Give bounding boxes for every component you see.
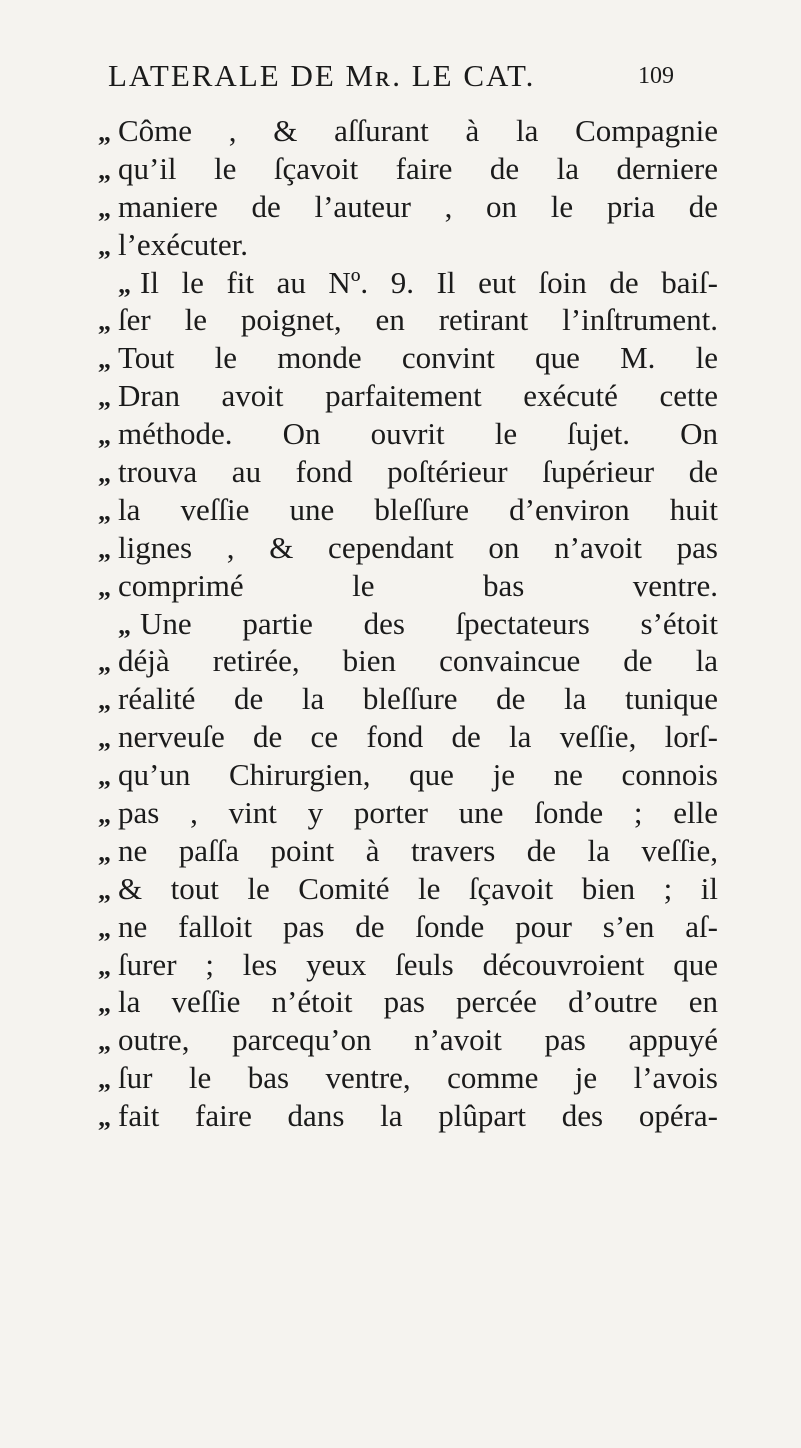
- text-line-content: méthode. On ouvrit le ſujet. On: [118, 416, 718, 452]
- quotation-mark: „: [98, 572, 111, 602]
- text-line-content: la veſſie une bleſſure d’environ huit: [118, 491, 718, 527]
- text-line-content: trouva au fond poſtérieur ſupérieur de: [118, 454, 718, 490]
- body-text: [98, 112, 718, 1135]
- running-header: [108, 58, 688, 98]
- quotation-mark: „: [98, 345, 111, 375]
- quotation-mark: „: [98, 421, 111, 451]
- text-line: [98, 946, 718, 984]
- text-line: [98, 339, 718, 377]
- quotation-mark: „: [98, 800, 111, 830]
- text-line-content: Une partie des ſpectateurs s’étoit: [140, 605, 718, 641]
- quotation-mark: „: [98, 951, 111, 981]
- text-line: [98, 1021, 718, 1059]
- text-line-content: réalité de la bleſſure de la tunique: [118, 681, 718, 717]
- text-line-content: outre, parcequ’on n’avoit pas appuyé: [118, 1022, 718, 1058]
- quotation-mark: „: [98, 989, 111, 1019]
- text-line-content: ſur le bas ventre, comme je l’avois: [118, 1060, 718, 1096]
- text-line-content: & tout le Comité le ſçavoit bien ; il: [118, 870, 718, 906]
- quotation-mark: „: [98, 193, 111, 223]
- quotation-mark: „: [98, 383, 111, 413]
- text-line: [98, 756, 718, 794]
- text-line-content: nerveuſe de ce fond de la veſſie, lorſ-: [118, 719, 718, 755]
- text-line-content: l’exécuter.: [118, 226, 248, 262]
- text-line: [98, 605, 718, 643]
- text-line: [98, 491, 718, 529]
- text-line-content: ne falloit pas de ſonde pour s’en aſ-: [118, 908, 718, 944]
- text-line-content: lignes , & cependant on n’avoit pas: [118, 529, 718, 565]
- quotation-mark: „: [98, 155, 111, 185]
- text-line-content: Côme , & aſſurant à la Compagnie: [118, 113, 718, 148]
- text-line: [98, 301, 718, 339]
- quotation-mark: „: [98, 724, 111, 754]
- quotation-mark: „: [98, 1065, 111, 1095]
- text-line: [98, 415, 718, 453]
- text-line: [98, 870, 718, 908]
- text-line-content: qu’un Chirurgien, que je ne connois: [118, 757, 718, 793]
- text-line: [98, 1097, 718, 1135]
- text-line: [98, 680, 718, 718]
- quotation-mark: „: [98, 686, 111, 716]
- running-title: LATERALE DE Mʀ. LE CAT.: [108, 58, 536, 93]
- text-line-content: Tout le monde convint que M. le: [118, 340, 718, 376]
- quotation-mark: „: [98, 307, 111, 337]
- quotation-mark: „: [98, 459, 111, 489]
- page-number: 109: [638, 63, 674, 89]
- quotation-mark: „: [98, 913, 111, 943]
- text-line-content: Dran avoit parfaitement exécuté cette: [118, 378, 718, 414]
- text-line: [98, 377, 718, 415]
- quotation-mark: „: [98, 1027, 111, 1057]
- text-line: [98, 226, 718, 264]
- text-line: [98, 188, 718, 226]
- quotation-mark: „: [98, 496, 111, 526]
- text-line: [98, 567, 718, 605]
- quotation-mark: „: [98, 118, 111, 147]
- text-line: [98, 264, 718, 302]
- text-line: [98, 150, 718, 188]
- text-line: [98, 832, 718, 870]
- text-line-content: ne paſſa point à travers de la veſſie,: [118, 832, 718, 868]
- text-line-content: Il le fit au Nº. 9. Il eut ſoin de baiſ-: [140, 264, 718, 300]
- text-line-content: fait faire dans la plûpart des opéra-: [118, 1098, 718, 1134]
- text-line-content: pas , vint y porter une ſonde ; elle: [118, 795, 718, 831]
- text-line-content: ſer le poignet, en retirant l’inſtrument.: [118, 302, 718, 338]
- text-line-content: qu’il le ſçavoit faire de la derniere: [118, 150, 718, 186]
- text-line: [98, 642, 718, 680]
- text-line: [98, 1059, 718, 1097]
- text-line: [98, 453, 718, 491]
- text-line-content: comprimé le bas ventre.: [118, 567, 718, 603]
- text-line: [98, 112, 718, 150]
- text-line-content: déjà retirée, bien convaincue de la: [118, 643, 718, 679]
- quotation-mark: „: [98, 534, 111, 564]
- quotation-mark: „: [98, 837, 111, 867]
- text-line: [98, 983, 718, 1021]
- quotation-mark: „: [98, 231, 111, 261]
- text-line: [98, 718, 718, 756]
- text-line: [98, 908, 718, 946]
- quotation-mark: „: [98, 1103, 111, 1133]
- quotation-mark: „: [118, 610, 131, 640]
- text-line-content: la veſſie n’étoit pas percée d’outre en: [118, 984, 718, 1020]
- text-line: [98, 794, 718, 832]
- quotation-mark: „: [98, 648, 111, 678]
- text-line-content: ſurer ; les yeux ſeuls découvroient que: [118, 946, 718, 982]
- text-line: [98, 529, 718, 567]
- quotation-mark: „: [118, 269, 131, 299]
- quotation-mark: „: [98, 762, 111, 792]
- quotation-mark: „: [98, 875, 111, 905]
- text-line-content: maniere de l’auteur , on le pria de: [118, 188, 718, 224]
